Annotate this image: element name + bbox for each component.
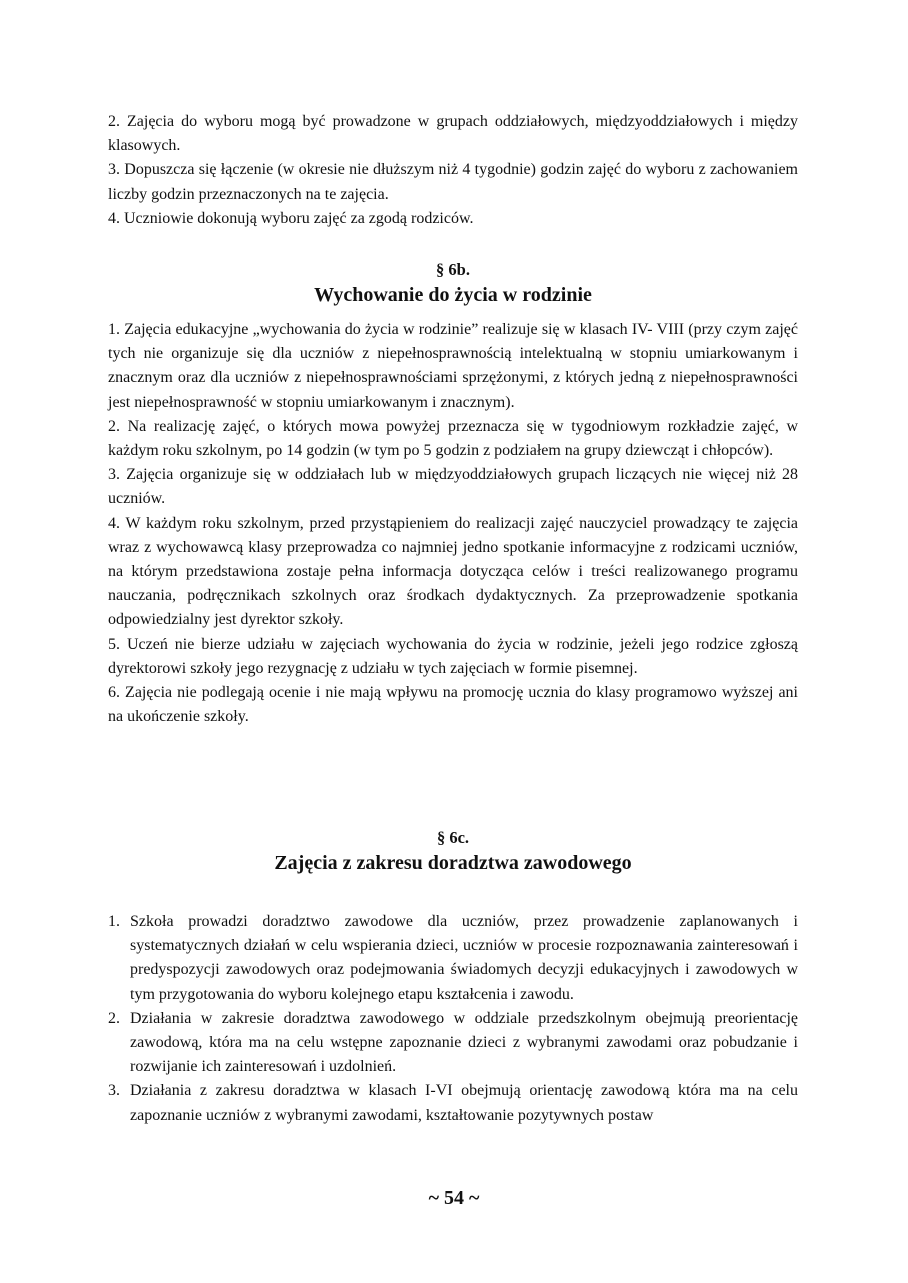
section-6b-item-3: 3. Zajęcia organizuje się w oddziałach lub w międzyoddziałowych grupach liczących nie więcej niż 28 uczniów. [108,466,798,508]
section-6b-item-1: 1. Zajęcia edukacyjne „wychowania do życia w rodzinie” realizuje się w klasach IV- VIII (przy czym zajęć tych nie organizuje się dla uczniów z niepełnosprawnością intelektualną w stopniu umiarkowanym i znacznym oraz dla uczniów z niepełnosprawnościami sprzężonymi, z których jedną z niepełnosprawności jest niepełnosprawność w stopniu umiarkowanym i znacznym). [108,321,798,411]
section-6b-number: § 6b. [436,260,470,279]
intro-item-3: 3. Dopuszcza się łączenie (w okresie nie dłuższym niż 4 tygodnie) godzin zajęć do wyboru z zachowaniem liczby godzin przeznaczonych na te zajęcia. [108,161,798,203]
section-6b-item-6: 6. Zajęcia nie podlegają ocenie i nie mają wpływu na promocję ucznia do klasy programowo wyższej ani na ukończenie szkoły. [108,684,798,726]
item-text: Szkoła prowadzi doradztwo zawodowe dla uczniów, przez prowadzenie zaplanowanych i systematycznych działań w celu wspierania dzieci, uczniów w procesie rozpoznawania zainteresowań i predyspozycji zawodowych oraz podejmowania świadomych decyzji edukacyjnych i zawodowych w tym przygotowania do wyboru kolejnego etapu kształcenia i zawodu. [130,913,798,1003]
intro-item-4: 4. Uczniowie dokonują wyboru zajęć za zgodą rodziców. [108,209,474,227]
item-number: 2. [108,1009,120,1027]
section-6b-title: Wychowanie do życia w rodzinie [314,284,592,307]
section-6b-item-4: 4. W każdym roku szkolnym, przed przystąpieniem do realizacji zajęć nauczyciel prowadzący te zajęcia wraz z wychowawcą klasy przeprowadza co najmniej jedno spotkanie informacyjne z rodzicami uczniów, na którym przedstawiona zostaje pełna informacja dotycząca celów i treści realizowanego programu nauczania, podręcznikach szkolnych oraz środkach dydaktycznych. Za przeprowadzenie spotkania odpowiedzialny jest dyrektor szkoły. [108,514,798,629]
intro-item-2: 2. Zajęcia do wyboru mogą być prowadzone w grupach oddziałowych, międzyoddziałowych i między klasowych. [108,113,798,155]
section-6b-heading [108,258,798,308]
section-6b-item-2: 2. Na realizację zajęć, o których mowa powyżej przeznacza się w tygodniowym rozkładzie zajęć, w każdym roku szkolnym, po 14 godzin (w tym po 5 godzin z podziałem na grupy dziewcząt i chłopców). [108,417,798,460]
item-text: Działania w zakresie doradztwa zawodowego w oddziale przedszkolnym obejmują preorientację zawodową, która ma na celu wstępne zapoznanie dzieci z wybranymi zawodami oraz pobudzanie i rozwijanie ich zainteresowań i uzdolnień. [130,1009,798,1076]
page-number: ~ 54 ~ [428,1187,480,1209]
section-6c-item-3 [108,1079,798,1127]
section-6c-number: § 6c. [436,828,470,847]
item-text: Działania z zakresu doradztwa w klasach I-VI obejmują orientację zawodową która ma na celu zapoznanie uczniów z wybranymi zawodami, kształtowanie pozytywnych postaw [130,1082,798,1124]
section-6b-item-5: 5. Uczeń nie bierze udziału w zajęciach wychowania do życia w rodzinie, jeżeli jego rodzice zgłoszą dyrektorowi szkoły jego rezygnację z udziału w tych zajęciach w formie pisemnej. [108,635,798,677]
section-6b-body [108,318,798,729]
section-6c-title: Zajęcia z zakresu doradztwa zawodowego [274,852,632,875]
section-6c-item-1 [108,910,798,1007]
intro-list [108,110,798,231]
item-number: 3. [108,1082,120,1100]
section-6c-item-2 [108,1007,798,1080]
section-6c-heading [108,826,798,876]
item-number: 1. [108,913,120,930]
section-6c-list [108,910,798,1128]
